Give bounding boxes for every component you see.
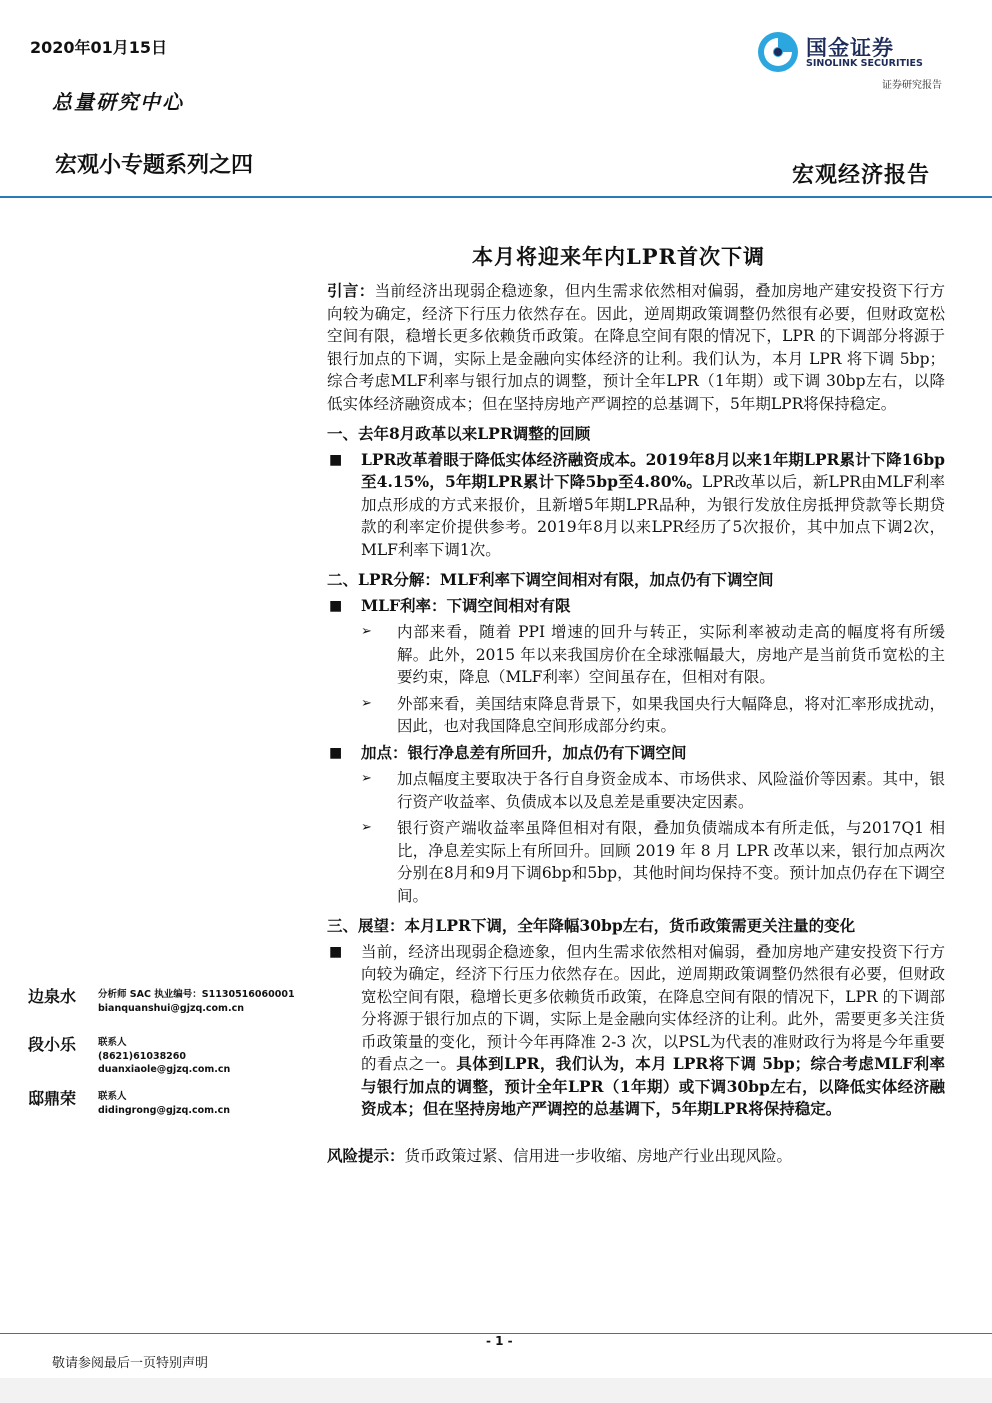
- intro-paragraph: [327, 280, 945, 415]
- spread-point-1: [327, 768, 945, 813]
- logo-name-cn: 国金证券: [806, 36, 894, 60]
- spread-heading-text: 加点：银行净息差有所回升，加点仍有下调空间: [361, 742, 687, 762]
- arrow-bullet-icon: ➢: [361, 695, 372, 711]
- mlf-point-2: [327, 693, 945, 738]
- square-bullet-icon: ■: [329, 744, 343, 761]
- intro-text: 当前经济出现弱企稳迹象，但内生需求依然相对偏弱，叠加房地产建安投资下行方向较为确定，经济下行压力依然存在。因此，逆周期政策调整仍然很有必要，但财政宽松空间有限，稳增长更多依赖货币政策。在降息空间有限的情况下，LPR 的下调部分将源于银行加点的下调，实际上是金融向实体经济的让利。我们认为，本月 LPR 将下调 5bp；综合考虑MLF利率与银行加点的调整，预计全年LPR（1年期）或下调 30bp左右，以降低实体经济融资成本；但在坚持房地产严调控的总基调下，5年期LPR将保持稳定。: [327, 282, 945, 413]
- logo-name-en: SINOLINK SECURITIES: [806, 58, 923, 69]
- spread-heading: [327, 742, 945, 765]
- section-1-bold: LPR改革着眼于降低实体经济融资成本。2019年8月以来1年期LPR累计下降16bp至4.15%，5年期LPR累计下降5bp至4.80%。: [361, 449, 945, 491]
- section-3-bullet: [327, 941, 945, 1121]
- section-3-heading: 三、展望：本月LPR下调，全年降幅30bp左右，货币政策需更关注量的变化: [327, 916, 856, 935]
- analyst-info: [98, 988, 295, 1015]
- research-center: 总量研究中心: [52, 90, 184, 114]
- mlf-heading-text: MLF利率：下调空间相对有限: [361, 595, 571, 615]
- analyst-info: [98, 1090, 230, 1117]
- header-divider: [0, 196, 992, 198]
- section-1-heading: 一、去年8月政革以来LPR调整的回顾: [327, 424, 591, 443]
- section-2-heading: 二、LPR分解：MLF利率下调空间相对有限，加点仍有下调空间: [327, 570, 774, 589]
- arrow-bullet-icon: ➢: [361, 624, 372, 639]
- arrow-bullet-icon: ➢: [361, 771, 372, 786]
- report-series: 宏观小专题系列之四: [55, 153, 254, 178]
- analyst-role: 联系人: [98, 1037, 127, 1048]
- risk-text: 货币政策过紧、信用进一步收缩、房地产行业出现风险。: [404, 1146, 793, 1165]
- square-bullet-icon: ■: [329, 943, 343, 960]
- analyst-entry: [28, 1086, 308, 1134]
- footer-bar: [0, 1378, 992, 1403]
- section-1-bullet: [327, 449, 945, 562]
- mlf-point-1-text: 内部来看，随着 PPI 增速的回升与转正，实际利率被动走高的幅度将有所缓解。此外，2015 年以来我国房价在全球涨幅最大，房地产是当前货币宽松的主要约束，降息（MLF利率）空间虽存在，但相对有限。: [397, 623, 945, 686]
- section-1-text: LPR改革以后，新LPR由MLF利率加点形成的方式来报价，且新增5年期LPR品种，为银行发放住房抵押贷款等长期贷款的利率定价提供参考。2019年8月以来LPR经历了5次报价，其中加点下调2次，MLF利率下调1次。: [361, 473, 945, 559]
- sinolink-logo-icon: [756, 30, 800, 74]
- spread-point-2: [327, 817, 945, 907]
- analyst-entry: [28, 1032, 308, 1086]
- analyst-role: 联系人: [98, 1091, 127, 1102]
- analyst-email: duanxiaole@gjzq.com.cn: [98, 1064, 231, 1075]
- mlf-point-2-text: 外部来看，美国结束降息背景下，如果我国央行大幅降息，将对汇率形成扰动，因此，也对我国降息空间形成部分约束。: [397, 694, 945, 735]
- section-3-bold: 具体到LPR，我们认为，本月 LPR将下调 5bp；综合考虑MLF利率与银行加点的调整，预计全年LPR（1年期）或下调30bp左右，以降低实体经济融资成本；但在坚持房地产严调控的总基调下，5年期LPR将保持稳定。: [361, 1054, 945, 1118]
- section-3-text: 当前，经济出现弱企稳迹象，但内生需求依然相对偏弱，叠加房地产建安投资下行方向较为确定，经济下行压力依然存在。因此，逆周期政策调整仍然很有必要，但财政宽松空间有限，稳增长更多依赖货币政策，在降息空间有限的情况下，LPR 的下调部分将源于银行加点的下调，实际上是金融向实体经济的让利。此外，需要更多关注货币政策量的变化，预计今年再降准 2-3 次，以PSL为代表的准财政行为将是今年重要的看点之一。: [361, 942, 945, 1073]
- report-date: 2020年01月15日: [30, 38, 168, 57]
- company-logo: [756, 30, 956, 76]
- footer-note: 敬请参阅最后一页特别声明: [52, 1356, 209, 1371]
- mlf-point-1: [327, 621, 945, 689]
- square-bullet-icon: ■: [329, 597, 343, 614]
- analyst-email: didingrong@gjzq.com.cn: [98, 1104, 231, 1116]
- analyst-email: bianquanshui@gjzq.com.cn: [98, 1002, 244, 1014]
- analyst-entry: [28, 984, 308, 1032]
- spread-point-2-text: 银行资产端收益率虽降但相对有限，叠加负债端成本有所走低，与2017Q1 相比，净息差实际上有所回升。回顾 2019 年 8 月 LPR 改革以来，银行加点两次分别在8月和9月下调6bp和5bp，其他时间均保持不变。预计加点仍存在下调空间。: [397, 819, 945, 905]
- square-bullet-icon: ■: [329, 451, 343, 468]
- spread-point-1-text: 加点幅度主要取决于各行自身资金成本、市场供求、风险溢价等因素。其中，银行资产收益率、负债成本以及息差是重要决定因素。: [397, 770, 945, 811]
- risk-label: 风险提示：: [327, 1145, 405, 1165]
- intro-label: 引言：: [327, 281, 375, 300]
- analyst-name: 邸鼎荣: [28, 1089, 77, 1108]
- report-type: 宏观经济报告: [791, 162, 930, 188]
- mlf-heading: [327, 595, 945, 618]
- analyst-role: 分析师 SAC 执业编号：S1130516060001: [98, 989, 295, 1000]
- analyst-name: 段小乐: [28, 1035, 77, 1054]
- analyst-list: [28, 984, 308, 1134]
- main-content: [327, 280, 945, 1167]
- risk-warning: [327, 1145, 945, 1168]
- analyst-name: 边泉水: [28, 987, 77, 1006]
- page-number: - 1 -: [486, 1334, 513, 1348]
- arrow-bullet-icon: ➢: [361, 820, 372, 835]
- report-title: 本月将迎来年内LPR首次下调: [472, 244, 766, 269]
- analyst-info: [98, 1036, 230, 1077]
- report-label: 证券研究报告: [882, 80, 942, 91]
- analyst-phone: (8621)61038260: [98, 1050, 187, 1062]
